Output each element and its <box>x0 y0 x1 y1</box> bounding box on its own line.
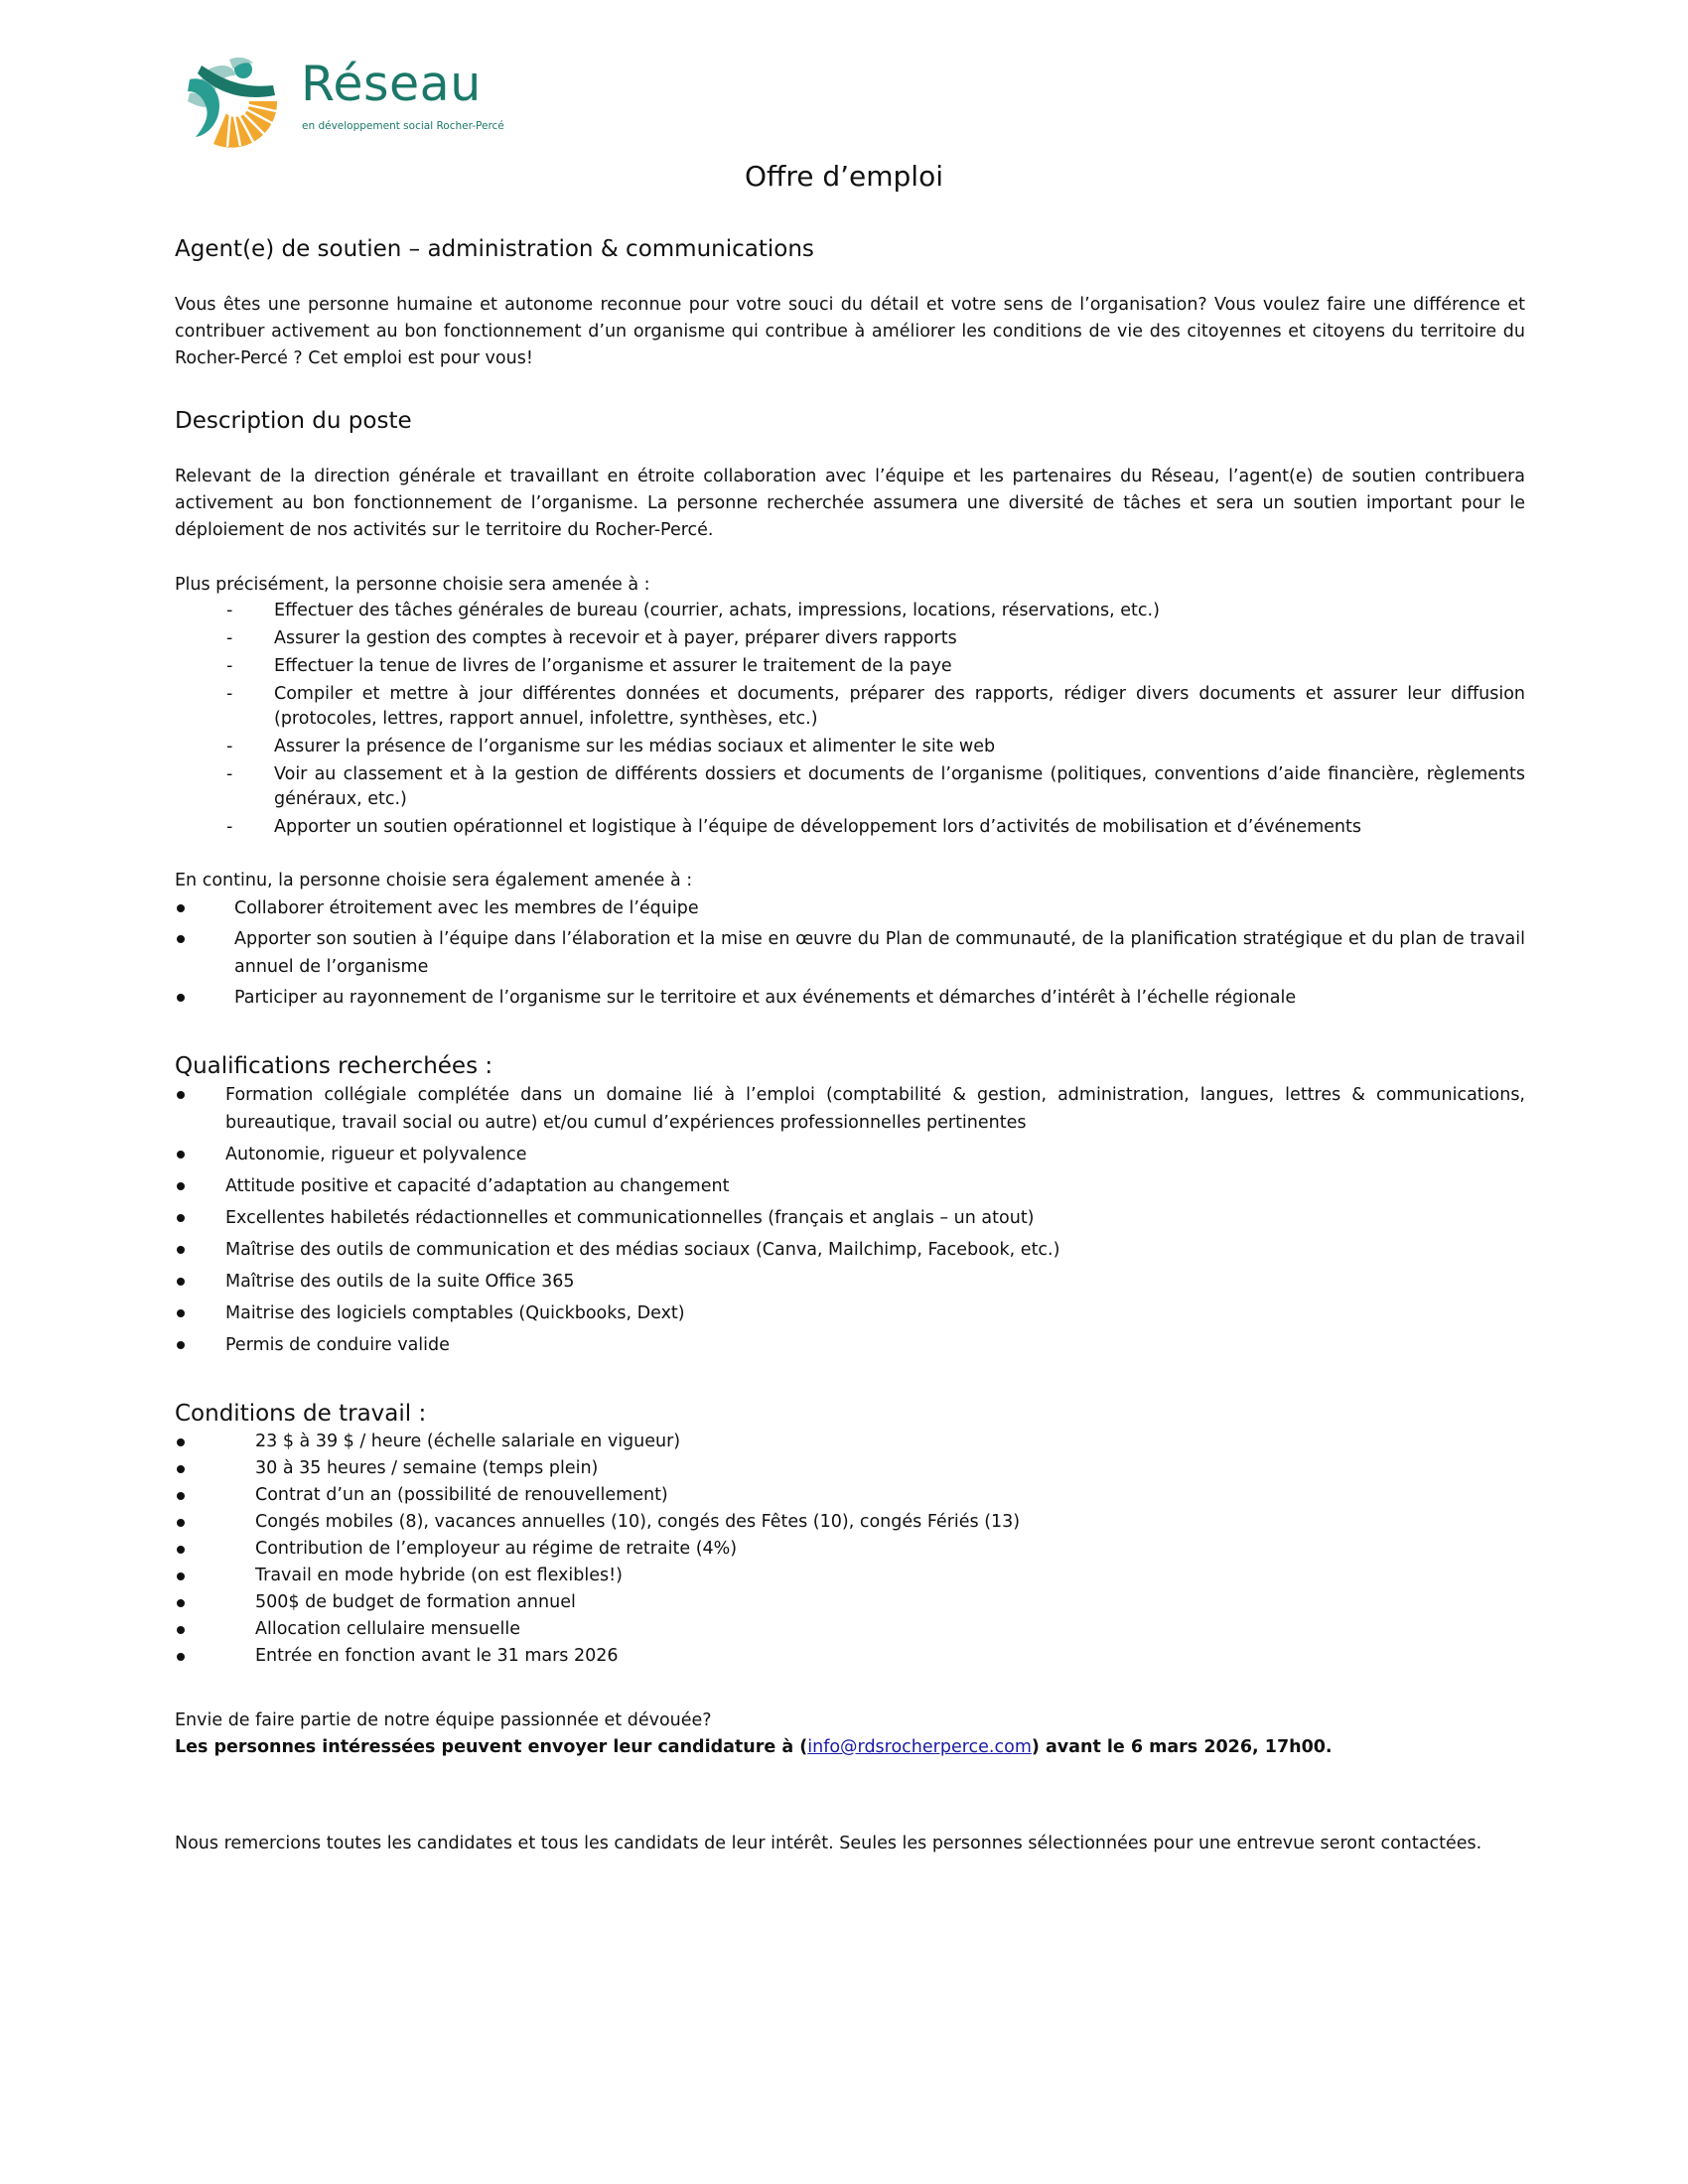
list-item <box>175 1081 1525 1137</box>
list-item <box>175 1268 1525 1296</box>
bullet-icon <box>177 1599 185 1607</box>
tasks-list <box>175 599 1525 840</box>
bullet-icon <box>177 1214 185 1222</box>
list-item-text: 30 à 35 heures / semaine (temps plein) <box>255 1458 599 1478</box>
list-item-text: Collaborer étroitement avec les membres de l’équipe <box>234 898 699 918</box>
bullet-icon <box>177 1653 185 1661</box>
bullet-icon <box>177 1091 185 1099</box>
bullet-icon <box>177 1546 185 1554</box>
list-item-text: Contrat d’un an (possibilité de renouvellement) <box>255 1485 668 1505</box>
list-item-text: Assurer la gestion des comptes à recevoir et à payer, préparer divers rapports <box>274 628 957 648</box>
dash-marker: - <box>226 737 233 756</box>
list-item <box>175 1429 1525 1455</box>
logo-emblem-icon <box>184 54 279 149</box>
list-item-text: Maîtrise des outils de communication et des médias sociaux (Canva, Mailchimp, Facebook, etc.) <box>225 1240 1060 1260</box>
list-item-text: Excellentes habiletés rédactionnelles et communicationnelles (français et anglais – un atout) <box>225 1208 1035 1228</box>
list-item-text: Apporter un soutien opérationnel et logistique à l’équipe de développement lors d’activités de mobilisation et d’événements <box>274 817 1361 837</box>
list-item <box>175 1536 1525 1563</box>
list-item-text: 500$ de budget de formation annuel <box>255 1592 576 1612</box>
closing-question: Envie de faire partie de notre équipe passionnée et dévouée? <box>175 1710 712 1730</box>
logo-tagline: en développement social Rocher-Percé <box>302 120 504 132</box>
list-item <box>175 1616 1525 1643</box>
bullet-icon <box>177 1626 185 1634</box>
list-item <box>175 1455 1525 1482</box>
bullet-icon <box>177 1151 185 1159</box>
list-item <box>175 1236 1525 1264</box>
document-title: Offre d’emploi <box>745 160 943 193</box>
bullet-icon <box>177 1572 185 1580</box>
description-heading: Description du poste <box>175 408 412 434</box>
bullet-icon <box>177 1465 185 1473</box>
bullet-icon <box>177 1519 185 1527</box>
list-item-text: Assurer la présence de l’organisme sur les médias sociaux et alimenter le site web <box>274 737 996 756</box>
bullet-icon <box>177 1182 185 1190</box>
tasks-intro: Plus précisément, la personne choisie sera amenée à : <box>175 575 650 595</box>
bullet-icon <box>177 1438 185 1446</box>
qualifications-list <box>175 1081 1525 1359</box>
list-item-text: Congés mobiles (8), vacances annuelles (10), congés des Fêtes (10), congés Fériés (13) <box>255 1512 1021 1532</box>
list-item-text: Formation collégiale complétée dans un domaine lié à l’emploi (comptabilité & gestion, administration, langues, lettres & communications, bureautique, travail social ou autre) et/ou cumul d’expériences professionnelles pertinentes <box>225 1085 1525 1133</box>
list-item <box>175 735 1525 759</box>
list-item-text: Contribution de l’employeur au régime de retraite (4%) <box>255 1539 738 1559</box>
bullet-icon <box>177 1492 185 1500</box>
list-item <box>175 894 1525 922</box>
list-item-text: Entrée en fonction avant le 31 mars 2026 <box>255 1646 619 1666</box>
list-item <box>175 682 1525 732</box>
qualifications-heading: Qualifications recherchées : <box>175 1053 493 1079</box>
list-item <box>175 815 1525 840</box>
list-item-text: Maîtrise des outils de la suite Office 365 <box>225 1272 575 1292</box>
dash-marker: - <box>226 817 233 837</box>
list-item-text: Permis de conduire valide <box>225 1335 450 1355</box>
list-item <box>175 1643 1525 1670</box>
list-item <box>175 1172 1525 1200</box>
description-paragraph: Relevant de la direction générale et travaillant en étroite collaboration avec l’équipe et les partenaires du Réseau, l’agent(e) de soutien contribuera activement au bon fonctionnement de l’organisme. La personne recherchée assumera une diversité de tâches et sera un soutien important pour le déploiement de nos activités sur le territoire du Rocher-Percé. <box>175 467 1525 540</box>
list-item <box>175 1204 1525 1232</box>
apply-prefix: Les personnes intéressées peuvent envoyer leur candidature à ( <box>175 1737 808 1757</box>
bullet-icon <box>177 1246 185 1254</box>
list-item <box>175 1589 1525 1616</box>
apply-instructions <box>175 1734 1525 1761</box>
list-item <box>175 762 1525 812</box>
list-item <box>175 654 1525 679</box>
ongoing-list <box>175 894 1525 1012</box>
bullet-icon <box>177 1309 185 1317</box>
dash-marker: - <box>226 764 233 784</box>
conditions-list <box>175 1429 1525 1670</box>
conditions-heading: Conditions de travail : <box>175 1401 427 1427</box>
list-item <box>175 626 1525 651</box>
bullet-icon <box>177 935 185 943</box>
list-item-text: Voir au classement et à la gestion de différents dossiers et documents de l’organisme (politiques, conventions d’aide financière, règlements généraux, etc.) <box>274 764 1525 809</box>
list-item <box>175 1141 1525 1168</box>
list-item-text: Attitude positive et capacité d’adaptation au changement <box>225 1176 730 1196</box>
dash-marker: - <box>226 628 233 648</box>
list-item-text: Autonomie, rigueur et polyvalence <box>225 1145 527 1164</box>
dash-marker: - <box>226 656 233 676</box>
bullet-icon <box>177 904 185 912</box>
list-item-text: Compiler et mettre à jour différentes données et documents, préparer des rapports, rédiger divers documents et assurer leur diffusion (protocoles, lettres, rapport annuel, infolettre, synthèses, etc.) <box>274 684 1525 729</box>
list-item-text: Maitrise des logiciels comptables (Quickbooks, Dext) <box>225 1303 685 1323</box>
list-item-text: Participer au rayonnement de l’organisme sur le territoire et aux événements et démarches d’intérêt à l’échelle régionale <box>234 988 1297 1008</box>
list-item-text: Effectuer des tâches générales de bureau (courrier, achats, impressions, locations, réservations, etc.) <box>274 601 1160 620</box>
list-item <box>175 925 1525 981</box>
thanks-note: Nous remercions toutes les candidates et tous les candidats de leur intérêt. Seules les personnes sélectionnées pour une entrevue seront contactées. <box>175 1834 1482 1853</box>
bullet-icon <box>177 1341 185 1349</box>
list-item <box>175 984 1525 1012</box>
dash-marker: - <box>226 684 233 704</box>
list-item <box>175 1331 1525 1359</box>
job-title: Agent(e) de soutien – administration & communications <box>175 236 814 262</box>
dash-marker: - <box>226 601 233 620</box>
list-item-text: Travail en mode hybride (on est flexibles!) <box>255 1566 623 1585</box>
bullet-icon <box>177 994 185 1002</box>
list-item <box>175 1563 1525 1589</box>
list-item <box>175 599 1525 623</box>
list-item <box>175 1482 1525 1509</box>
list-item-text: Allocation cellulaire mensuelle <box>255 1619 520 1639</box>
intro-paragraph: Vous êtes une personne humaine et autonome reconnue pour votre souci du détail et votre sens de l’organisation? Vous voulez faire une différence et contribuer activement au bon fonctionnement d’un organisme qui contribue à améliorer les conditions de vie des citoyennes et citoyens du territoire du Rocher-Percé ? Cet emploi est pour vous! <box>175 295 1525 368</box>
ongoing-intro: En continu, la personne choisie sera également amenée à : <box>175 871 693 890</box>
list-item-text: Effectuer la tenue de livres de l’organisme et assurer le traitement de la paye <box>274 656 952 676</box>
organization-logo <box>184 52 504 151</box>
list-item <box>175 1509 1525 1536</box>
list-item-text: 23 $ à 39 $ / heure (échelle salariale en vigueur) <box>255 1432 681 1451</box>
logo-wordmark: Réseau <box>301 56 482 112</box>
apply-suffix: ) avant le 6 mars 2026, 17h00. <box>1031 1737 1333 1757</box>
email-link[interactable]: info@rdsrocherperce.com <box>807 1737 1032 1757</box>
bullet-icon <box>177 1278 185 1286</box>
list-item <box>175 1299 1525 1327</box>
list-item-text: Apporter son soutien à l’équipe dans l’élaboration et la mise en œuvre du Plan de communauté, de la planification stratégique et du plan de travail annuel de l’organisme <box>234 929 1525 977</box>
